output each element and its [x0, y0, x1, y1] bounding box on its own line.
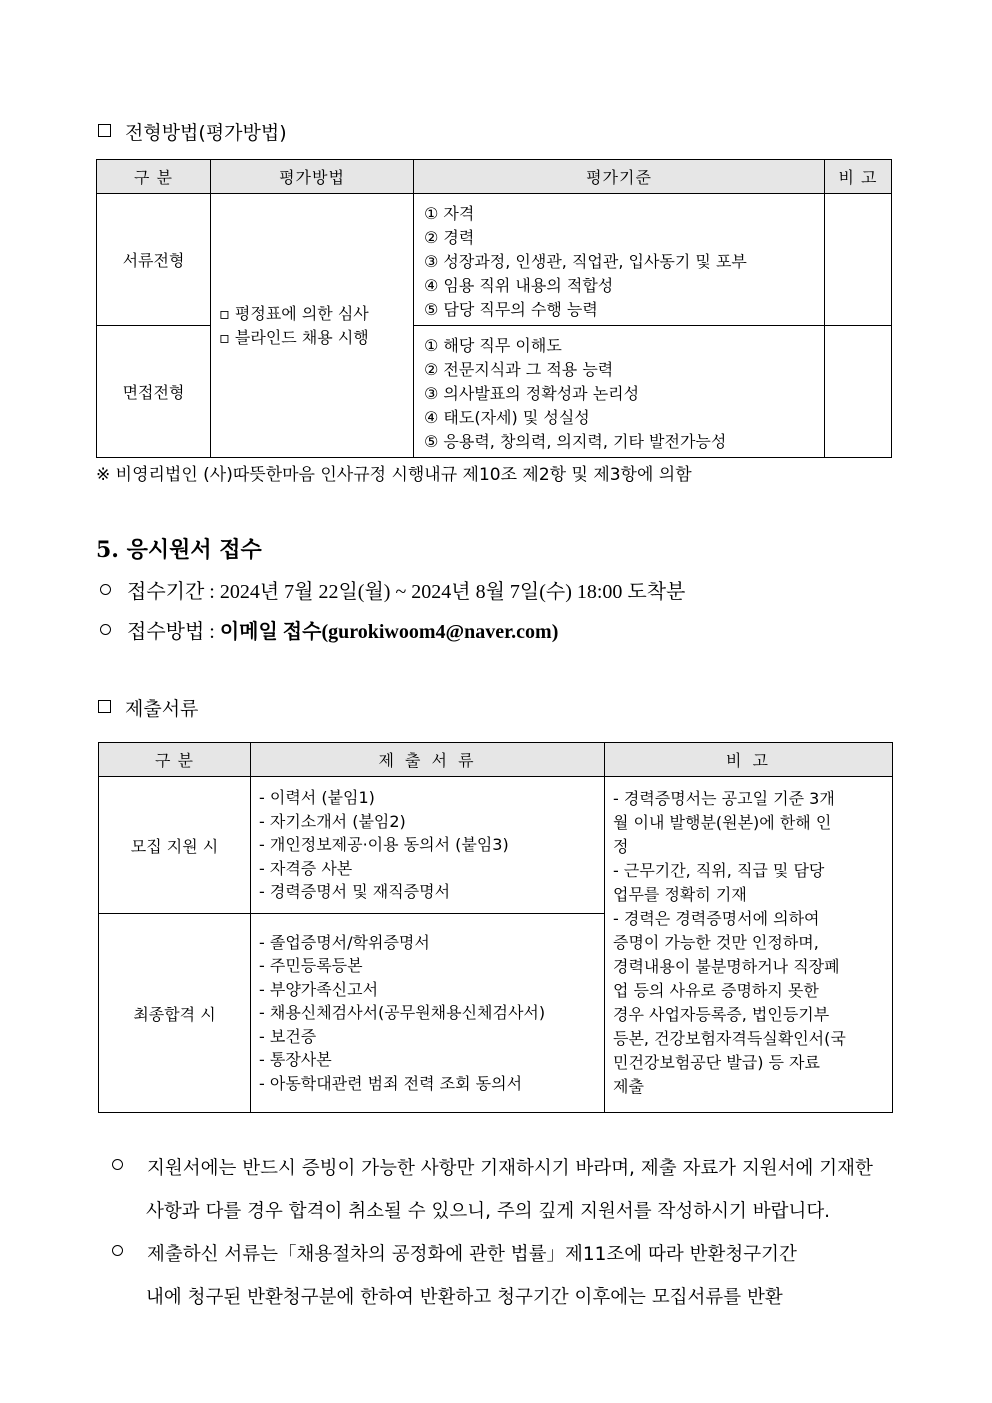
regulation-footnote: ※ 비영리법인 (사)따뜻한마음 인사규정 시행내규 제10조 제2항 및 제3항에 의함 [96, 465, 692, 485]
header-method: 평가방법 [211, 160, 414, 194]
circle-bullet-icon [112, 1245, 123, 1256]
document-item: - 부양가족신고서 [259, 979, 379, 999]
document-item: - 채용신체검사서(공무원채용신체검사서) [259, 1003, 546, 1023]
category-cell: 서류전형 [97, 194, 211, 326]
category-cell: 면접전형 [97, 326, 211, 458]
circle-bullet-icon [100, 624, 111, 635]
category-cell: 모집 지원 시 [99, 777, 251, 914]
table-header-row [97, 160, 892, 194]
category-cell: 최종합격 시 [99, 914, 251, 1113]
document-item: - 개인정보제공·이용 동의서 (붙임3) [259, 835, 509, 855]
email-method-value: 이메일 접수(gurokiwoom4@naver.com) [219, 621, 559, 643]
header-note: 비 고 [825, 160, 892, 194]
criteria-cell [414, 194, 825, 326]
document-item: - 자기소개서 (붙임2) [259, 811, 406, 831]
note-line: 제출 [613, 1077, 644, 1096]
document-item: - 경력증명서 및 재직증명서 [259, 882, 451, 902]
criteria-item: ④ 임용 직위 내용의 적합성 [424, 275, 614, 295]
period-label: 접수기간 : [127, 581, 220, 603]
note-line: - 경력증명서는 공고일 기준 3개 [613, 789, 835, 808]
method-item: ▫ 평정표에 의한 심사 [219, 303, 369, 323]
documents-heading [98, 694, 198, 721]
document-item: - 자격증 사본 [259, 858, 353, 878]
criteria-item: ③ 의사발표의 정확성과 논리성 [424, 383, 640, 403]
criteria-item: ① 자격 [424, 203, 475, 223]
period-value: 2024년 7월 22일(월) ~ 2024년 8월 7일(수) 18:00 도착분 [219, 581, 686, 603]
criteria-item: ② 전문지식과 그 적용 능력 [424, 359, 614, 379]
note-line: 정 [613, 837, 629, 856]
header-documents: 제 출 서 류 [251, 743, 605, 777]
criteria-cell [414, 326, 825, 458]
method-label: 접수방법 : [127, 621, 220, 643]
table-row [97, 194, 892, 326]
note-line: - 경력은 경력증명서에 의하여 [613, 909, 820, 928]
note-line: 월 이내 발행분(원본)에 한해 인 [613, 813, 832, 832]
criteria-item: ⑤ 담당 직무의 수행 능력 [424, 299, 598, 319]
document-item: - 아동학대관련 범죄 전력 조회 동의서 [259, 1073, 523, 1093]
criteria-item: ④ 태도(자세) 및 성실성 [424, 407, 590, 427]
notice-text: 지원서에는 반드시 증빙이 가능한 사항만 기재하시기 바라며, 제출 자료가 지원서에 기재한 [147, 1158, 873, 1179]
notice-2 [112, 1233, 797, 1319]
criteria-item: ② 경력 [424, 227, 475, 247]
note-line: 업 등의 사유로 증명하지 못한 [613, 981, 819, 1000]
notice-text: 제출하신 서류는「채용절차의 공정화에 관한 법률」제11조에 따라 반환청구기간 [147, 1244, 797, 1265]
document-item: - 보건증 [259, 1026, 317, 1046]
circle-bullet-icon [112, 1159, 123, 1170]
application-method [100, 615, 558, 644]
note-line: 경력내용이 불분명하거나 직장폐 [613, 957, 840, 976]
document-item: - 주민등록등본 [259, 956, 363, 976]
header-criteria: 평가기준 [414, 160, 825, 194]
note-line: 업무를 정확히 기재 [613, 885, 747, 904]
heading-text: 전형방법(평가방법) [125, 122, 287, 144]
circle-bullet-icon [100, 584, 111, 595]
documents-table [98, 742, 893, 1113]
method-item: ▫ 블라인드 채용 시행 [219, 327, 369, 347]
documents-cell [251, 777, 605, 914]
header-category: 구 분 [97, 160, 211, 194]
notice-1 [112, 1147, 873, 1233]
application-heading: 5. 응시원서 접수 [96, 537, 262, 563]
note-line: 경우 사업자등록증, 법인등기부 [613, 1005, 830, 1024]
criteria-item: ① 해당 직무 이해도 [424, 335, 562, 355]
table-row [99, 777, 893, 914]
note-line: 민건강보험공단 발급) 등 자료 [613, 1053, 820, 1072]
document-item: - 통장사본 [259, 1050, 332, 1070]
documents-cell [251, 914, 605, 1113]
criteria-item: ⑤ 응용력, 창의력, 의지력, 기타 발전가능성 [424, 431, 727, 451]
note-line: - 근무기간, 직위, 직급 및 담당 [613, 861, 825, 880]
application-period [100, 575, 685, 604]
square-bullet-icon [98, 124, 111, 137]
notice-line: 내에 청구된 반환청구분에 한하여 반환하고 청구기간 이후에는 모집서류를 반환 [146, 1287, 783, 1308]
document-item: - 이력서 (붙임1) [259, 788, 375, 808]
square-bullet-icon [98, 700, 111, 713]
heading-text: 제출서류 [125, 698, 199, 720]
notice-line [112, 1147, 873, 1190]
notice-line [112, 1233, 797, 1276]
table-header-row [99, 743, 893, 777]
selection-method-table [96, 159, 892, 458]
documents-note-cell [605, 777, 893, 1113]
note-cell [825, 194, 892, 326]
criteria-item: ③ 성장과정, 인생관, 직업관, 입사동기 및 포부 [424, 251, 747, 271]
method-cell [211, 194, 414, 458]
note-line: 증명이 가능한 것만 인정하며, [613, 933, 819, 952]
header-category: 구 분 [99, 743, 251, 777]
document-item: - 졸업증명서/학위증명서 [259, 932, 430, 952]
notice-line: 사항과 다를 경우 합격이 취소될 수 있으니, 주의 깊게 지원서를 작성하시기 바랍니다. [146, 1201, 831, 1222]
selection-method-heading [98, 118, 287, 145]
header-note: 비 고 [605, 743, 893, 777]
note-line: 등본, 건강보험자격득실확인서(국 [613, 1029, 846, 1048]
note-cell [825, 326, 892, 458]
